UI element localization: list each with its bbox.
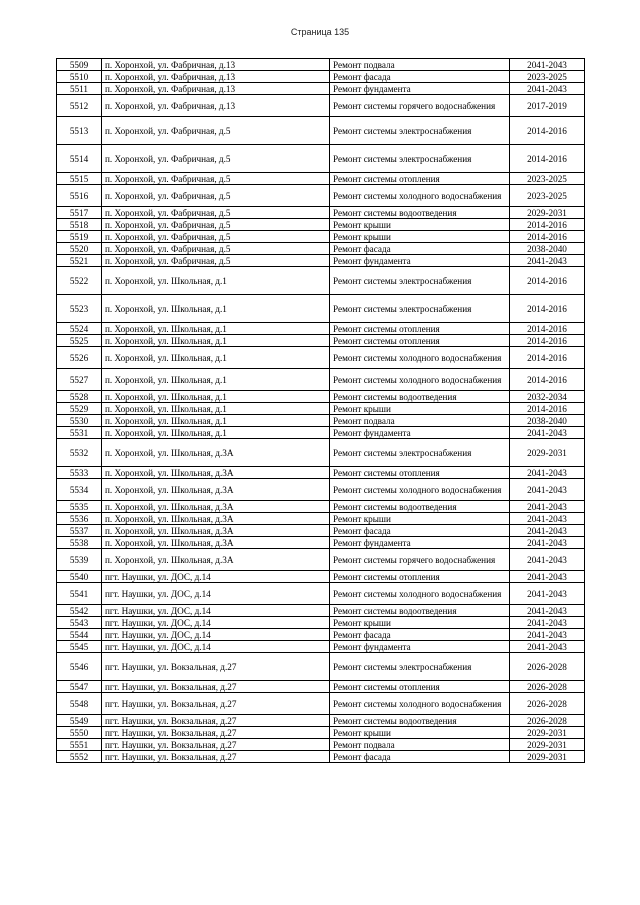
- address-cell: п. Хоронхой, ул. Фабричная, д.5: [102, 243, 330, 255]
- row-number-cell: 5518: [57, 219, 102, 231]
- period-cell: 2032-2034: [510, 391, 585, 403]
- table-row: [57, 369, 585, 391]
- work-type-cell: Ремонт системы водоотведения: [330, 501, 510, 513]
- row-number-cell: 5547: [57, 681, 102, 693]
- address-cell: п. Хоронхой, ул. Фабричная, д.13: [102, 71, 330, 83]
- work-type-cell: Ремонт системы холодного водоснабжения: [330, 185, 510, 207]
- table-row: [57, 243, 585, 255]
- work-type-cell: Ремонт системы горячего водоснабжения: [330, 95, 510, 117]
- table-row: [57, 629, 585, 641]
- period-cell: 2029-2031: [510, 739, 585, 751]
- period-cell: 2017-2019: [510, 95, 585, 117]
- period-cell: 2014-2016: [510, 335, 585, 347]
- table-row: [57, 537, 585, 549]
- row-number-cell: 5513: [57, 117, 102, 145]
- work-type-cell: Ремонт системы отопления: [330, 323, 510, 335]
- row-number-cell: 5516: [57, 185, 102, 207]
- address-cell: п. Хоронхой, ул. Школьная, д.1: [102, 415, 330, 427]
- address-cell: пгт. Наушки, ул. ДОС, д.14: [102, 617, 330, 629]
- table-row: [57, 145, 585, 173]
- period-cell: 2041-2043: [510, 83, 585, 95]
- table-row: [57, 583, 585, 605]
- table-row: [57, 727, 585, 739]
- period-cell: 2023-2025: [510, 173, 585, 185]
- table-row: [57, 513, 585, 525]
- address-cell: п. Хоронхой, ул. Школьная, д.1: [102, 427, 330, 439]
- table-row: [57, 95, 585, 117]
- table-row: [57, 715, 585, 727]
- period-cell: 2023-2025: [510, 185, 585, 207]
- work-type-cell: Ремонт системы горячего водоснабжения: [330, 549, 510, 571]
- table-row: [57, 323, 585, 335]
- table-row: [57, 617, 585, 629]
- period-cell: 2029-2031: [510, 439, 585, 467]
- work-type-cell: Ремонт фасада: [330, 71, 510, 83]
- table-row: [57, 231, 585, 243]
- table-row: [57, 681, 585, 693]
- address-cell: п. Хоронхой, ул. Школьная, д.3А: [102, 467, 330, 479]
- row-number-cell: 5537: [57, 525, 102, 537]
- address-cell: п. Хоронхой, ул. Фабричная, д.13: [102, 95, 330, 117]
- table-row: [57, 117, 585, 145]
- work-type-cell: Ремонт системы электроснабжения: [330, 117, 510, 145]
- address-cell: п. Хоронхой, ул. Фабричная, д.5: [102, 231, 330, 243]
- row-number-cell: 5525: [57, 335, 102, 347]
- table-row: [57, 467, 585, 479]
- work-type-cell: Ремонт системы холодного водоснабжения: [330, 369, 510, 391]
- work-type-cell: Ремонт фасада: [330, 751, 510, 763]
- works-table-body: [57, 59, 585, 763]
- row-number-cell: 5523: [57, 295, 102, 323]
- row-number-cell: 5517: [57, 207, 102, 219]
- table-row: [57, 525, 585, 537]
- row-number-cell: 5521: [57, 255, 102, 267]
- work-type-cell: Ремонт системы водоотведения: [330, 391, 510, 403]
- work-type-cell: Ремонт системы отопления: [330, 335, 510, 347]
- period-cell: 2023-2025: [510, 71, 585, 83]
- work-type-cell: Ремонт системы отопления: [330, 681, 510, 693]
- row-number-cell: 5552: [57, 751, 102, 763]
- table-row: [57, 439, 585, 467]
- work-type-cell: Ремонт крыши: [330, 617, 510, 629]
- work-type-cell: Ремонт подвала: [330, 415, 510, 427]
- table-row: [57, 415, 585, 427]
- table-row: [57, 605, 585, 617]
- row-number-cell: 5528: [57, 391, 102, 403]
- row-number-cell: 5526: [57, 347, 102, 369]
- period-cell: 2041-2043: [510, 605, 585, 617]
- table-row: [57, 549, 585, 571]
- address-cell: п. Хоронхой, ул. Школьная, д.3А: [102, 537, 330, 549]
- address-cell: пгт. Наушки, ул. ДОС, д.14: [102, 583, 330, 605]
- table-row: [57, 571, 585, 583]
- period-cell: 2041-2043: [510, 59, 585, 71]
- address-cell: п. Хоронхой, ул. Школьная, д.1: [102, 295, 330, 323]
- row-number-cell: 5536: [57, 513, 102, 525]
- work-type-cell: Ремонт фасада: [330, 243, 510, 255]
- row-number-cell: 5534: [57, 479, 102, 501]
- work-type-cell: Ремонт крыши: [330, 513, 510, 525]
- address-cell: п. Хоронхой, ул. Фабричная, д.5: [102, 219, 330, 231]
- address-cell: п. Хоронхой, ул. Школьная, д.3А: [102, 439, 330, 467]
- period-cell: 2041-2043: [510, 629, 585, 641]
- address-cell: пгт. Наушки, ул. Вокзальная, д.27: [102, 715, 330, 727]
- address-cell: п. Хоронхой, ул. Школьная, д.3А: [102, 525, 330, 537]
- work-type-cell: Ремонт системы электроснабжения: [330, 295, 510, 323]
- row-number-cell: 5535: [57, 501, 102, 513]
- work-type-cell: Ремонт фундамента: [330, 427, 510, 439]
- period-cell: 2041-2043: [510, 467, 585, 479]
- table-row: [57, 653, 585, 681]
- period-cell: 2041-2043: [510, 513, 585, 525]
- period-cell: 2014-2016: [510, 323, 585, 335]
- address-cell: п. Хоронхой, ул. Школьная, д.1: [102, 335, 330, 347]
- work-type-cell: Ремонт фундамента: [330, 83, 510, 95]
- period-cell: 2029-2031: [510, 727, 585, 739]
- row-number-cell: 5510: [57, 71, 102, 83]
- address-cell: п. Хоронхой, ул. Фабричная, д.5: [102, 117, 330, 145]
- table-row: [57, 403, 585, 415]
- table-row: [57, 391, 585, 403]
- period-cell: 2038-2040: [510, 243, 585, 255]
- row-number-cell: 5520: [57, 243, 102, 255]
- address-cell: п. Хоронхой, ул. Фабричная, д.5: [102, 185, 330, 207]
- row-number-cell: 5533: [57, 467, 102, 479]
- row-number-cell: 5549: [57, 715, 102, 727]
- period-cell: 2014-2016: [510, 145, 585, 173]
- period-cell: 2014-2016: [510, 295, 585, 323]
- work-type-cell: Ремонт крыши: [330, 727, 510, 739]
- period-cell: 2026-2028: [510, 715, 585, 727]
- work-type-cell: Ремонт подвала: [330, 739, 510, 751]
- period-cell: 2026-2028: [510, 693, 585, 715]
- table-row: [57, 739, 585, 751]
- work-type-cell: Ремонт системы водоотведения: [330, 207, 510, 219]
- row-number-cell: 5551: [57, 739, 102, 751]
- table-row: [57, 335, 585, 347]
- address-cell: пгт. Наушки, ул. Вокзальная, д.27: [102, 727, 330, 739]
- row-number-cell: 5514: [57, 145, 102, 173]
- address-cell: п. Хоронхой, ул. Школьная, д.1: [102, 403, 330, 415]
- work-type-cell: Ремонт системы отопления: [330, 173, 510, 185]
- address-cell: п. Хоронхой, ул. Школьная, д.1: [102, 369, 330, 391]
- work-type-cell: Ремонт фасада: [330, 629, 510, 641]
- period-cell: 2014-2016: [510, 231, 585, 243]
- row-number-cell: 5545: [57, 641, 102, 653]
- period-cell: 2014-2016: [510, 369, 585, 391]
- address-cell: п. Хоронхой, ул. Школьная, д.3А: [102, 513, 330, 525]
- row-number-cell: 5548: [57, 693, 102, 715]
- row-number-cell: 5538: [57, 537, 102, 549]
- work-type-cell: Ремонт системы холодного водоснабжения: [330, 693, 510, 715]
- table-row: [57, 427, 585, 439]
- period-cell: 2041-2043: [510, 525, 585, 537]
- table-row: [57, 71, 585, 83]
- period-cell: 2029-2031: [510, 207, 585, 219]
- row-number-cell: 5544: [57, 629, 102, 641]
- work-type-cell: Ремонт крыши: [330, 231, 510, 243]
- period-cell: 2026-2028: [510, 653, 585, 681]
- table-row: [57, 693, 585, 715]
- period-cell: 2029-2031: [510, 751, 585, 763]
- table-row: [57, 295, 585, 323]
- row-number-cell: 5540: [57, 571, 102, 583]
- address-cell: п. Хоронхой, ул. Школьная, д.1: [102, 391, 330, 403]
- period-cell: 2041-2043: [510, 537, 585, 549]
- row-number-cell: 5512: [57, 95, 102, 117]
- address-cell: пгт. Наушки, ул. Вокзальная, д.27: [102, 681, 330, 693]
- period-cell: 2014-2016: [510, 347, 585, 369]
- row-number-cell: 5546: [57, 653, 102, 681]
- work-type-cell: Ремонт системы водоотведения: [330, 605, 510, 617]
- address-cell: пгт. Наушки, ул. ДОС, д.14: [102, 571, 330, 583]
- page-header: Страница 135: [290, 27, 350, 37]
- address-cell: п. Хоронхой, ул. Фабричная, д.5: [102, 207, 330, 219]
- row-number-cell: 5524: [57, 323, 102, 335]
- row-number-cell: 5530: [57, 415, 102, 427]
- period-cell: 2041-2043: [510, 501, 585, 513]
- address-cell: пгт. Наушки, ул. ДОС, д.14: [102, 641, 330, 653]
- period-cell: 2026-2028: [510, 681, 585, 693]
- work-type-cell: Ремонт системы отопления: [330, 467, 510, 479]
- address-cell: п. Хоронхой, ул. Фабричная, д.13: [102, 59, 330, 71]
- work-type-cell: Ремонт фундамента: [330, 641, 510, 653]
- address-cell: п. Хоронхой, ул. Школьная, д.3А: [102, 479, 330, 501]
- address-cell: п. Хоронхой, ул. Школьная, д.3А: [102, 549, 330, 571]
- table-row: [57, 185, 585, 207]
- address-cell: п. Хоронхой, ул. Школьная, д.1: [102, 267, 330, 295]
- address-cell: п. Хоронхой, ул. Фабричная, д.5: [102, 255, 330, 267]
- table-row: [57, 641, 585, 653]
- table-row: [57, 83, 585, 95]
- period-cell: 2041-2043: [510, 427, 585, 439]
- address-cell: п. Хоронхой, ул. Школьная, д.3А: [102, 501, 330, 513]
- period-cell: 2014-2016: [510, 219, 585, 231]
- row-number-cell: 5511: [57, 83, 102, 95]
- row-number-cell: 5522: [57, 267, 102, 295]
- row-number-cell: 5550: [57, 727, 102, 739]
- address-cell: пгт. Наушки, ул. Вокзальная, д.27: [102, 751, 330, 763]
- period-cell: 2041-2043: [510, 571, 585, 583]
- work-type-cell: Ремонт фундамента: [330, 255, 510, 267]
- table-row: [57, 479, 585, 501]
- period-cell: 2041-2043: [510, 549, 585, 571]
- address-cell: п. Хоронхой, ул. Фабричная, д.5: [102, 173, 330, 185]
- row-number-cell: 5539: [57, 549, 102, 571]
- period-cell: 2041-2043: [510, 255, 585, 267]
- work-type-cell: Ремонт крыши: [330, 219, 510, 231]
- period-cell: 2041-2043: [510, 479, 585, 501]
- table-row: [57, 501, 585, 513]
- table-row: [57, 751, 585, 763]
- work-type-cell: Ремонт системы электроснабжения: [330, 267, 510, 295]
- row-number-cell: 5515: [57, 173, 102, 185]
- period-cell: 2041-2043: [510, 583, 585, 605]
- address-cell: пгт. Наушки, ул. Вокзальная, д.27: [102, 693, 330, 715]
- row-number-cell: 5541: [57, 583, 102, 605]
- work-type-cell: Ремонт системы электроснабжения: [330, 439, 510, 467]
- work-type-cell: Ремонт фасада: [330, 525, 510, 537]
- row-number-cell: 5509: [57, 59, 102, 71]
- work-type-cell: Ремонт фундамента: [330, 537, 510, 549]
- work-type-cell: Ремонт системы холодного водоснабжения: [330, 347, 510, 369]
- address-cell: пгт. Наушки, ул. Вокзальная, д.27: [102, 739, 330, 751]
- table-row: [57, 267, 585, 295]
- row-number-cell: 5527: [57, 369, 102, 391]
- address-cell: п. Хоронхой, ул. Школьная, д.1: [102, 323, 330, 335]
- row-number-cell: 5542: [57, 605, 102, 617]
- address-cell: п. Хоронхой, ул. Фабричная, д.13: [102, 83, 330, 95]
- period-cell: 2041-2043: [510, 641, 585, 653]
- table-row: [57, 207, 585, 219]
- row-number-cell: 5543: [57, 617, 102, 629]
- row-number-cell: 5531: [57, 427, 102, 439]
- address-cell: пгт. Наушки, ул. Вокзальная, д.27: [102, 653, 330, 681]
- address-cell: п. Хоронхой, ул. Фабричная, д.5: [102, 145, 330, 173]
- work-type-cell: Ремонт системы холодного водоснабжения: [330, 479, 510, 501]
- work-type-cell: Ремонт системы отопления: [330, 571, 510, 583]
- work-type-cell: Ремонт крыши: [330, 403, 510, 415]
- table-row: [57, 219, 585, 231]
- works-table: [56, 58, 585, 763]
- period-cell: 2038-2040: [510, 415, 585, 427]
- period-cell: 2014-2016: [510, 403, 585, 415]
- address-cell: пгт. Наушки, ул. ДОС, д.14: [102, 605, 330, 617]
- work-type-cell: Ремонт системы холодного водоснабжения: [330, 583, 510, 605]
- work-type-cell: Ремонт системы электроснабжения: [330, 653, 510, 681]
- work-type-cell: Ремонт системы водоотведения: [330, 715, 510, 727]
- row-number-cell: 5532: [57, 439, 102, 467]
- work-type-cell: Ремонт подвала: [330, 59, 510, 71]
- table-row: [57, 347, 585, 369]
- period-cell: 2014-2016: [510, 267, 585, 295]
- work-type-cell: Ремонт системы электроснабжения: [330, 145, 510, 173]
- table-row: [57, 59, 585, 71]
- row-number-cell: 5519: [57, 231, 102, 243]
- period-cell: 2041-2043: [510, 617, 585, 629]
- row-number-cell: 5529: [57, 403, 102, 415]
- address-cell: пгт. Наушки, ул. ДОС, д.14: [102, 629, 330, 641]
- address-cell: п. Хоронхой, ул. Школьная, д.1: [102, 347, 330, 369]
- table-row: [57, 173, 585, 185]
- table-row: [57, 255, 585, 267]
- period-cell: 2014-2016: [510, 117, 585, 145]
